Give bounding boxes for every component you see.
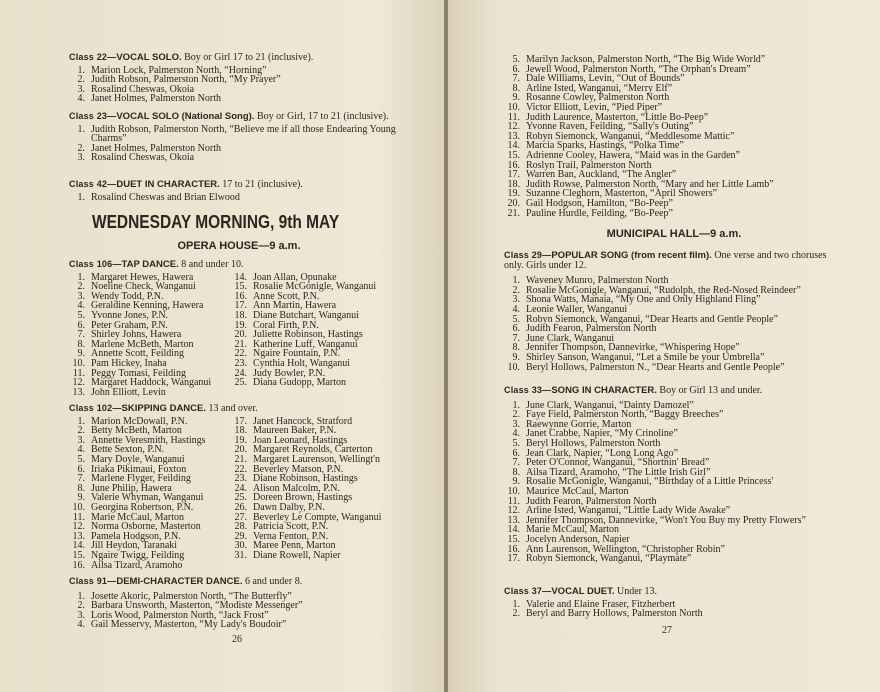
entry-text: Georgina Robertson, P.N. xyxy=(91,501,194,513)
entry-text: Diane Butchart, Wanganui xyxy=(253,309,359,321)
entry-list xyxy=(69,193,409,203)
entry-number: 24. xyxy=(234,482,247,494)
entry-number: 4. xyxy=(77,619,85,631)
entry-text: Jewell Wood, Palmerston North, “The Orphan's Dream” xyxy=(526,63,751,75)
entry-number: 1. xyxy=(77,590,85,602)
entry-number: 14. xyxy=(72,540,85,552)
entry-number: 3. xyxy=(77,83,85,95)
class-22-block xyxy=(69,53,409,104)
entry-text: Jennifer Thompson, Dannevirke, “Won't You Buy my Pretty Flowers” xyxy=(526,514,806,526)
entry-text: Raewynne Gorrie, Marton xyxy=(526,418,632,430)
entry-text: Maurice McCaul, Marton xyxy=(526,485,629,497)
entry-text: Rosalie McGonigle, Wanganui xyxy=(253,281,377,293)
page-number: 26 xyxy=(232,634,242,645)
class-header: Class 22—VOCAL SOLO. Boy or Girl 17 to 21 (inclusive). xyxy=(69,52,314,63)
entry-text: Cynthia Holt, Wanganui xyxy=(253,357,351,369)
entry-number: 9. xyxy=(77,348,85,360)
entry-text: Shirley Johns, Hawera xyxy=(91,329,182,341)
entry-text: Judith Robson, Palmerston North, “Believe me if all those Endearing Young Charms” xyxy=(91,123,396,145)
entry-number: 4. xyxy=(77,444,85,456)
entry-text: Dale Williams, Levin, “Out of Bounds” xyxy=(526,73,685,85)
class-header: Class 91—DEMI-CHARACTER DANCE. 6 and under 8. xyxy=(69,576,303,587)
entry-text: Victor Elliott, Levin, “Pied Piper” xyxy=(526,101,663,113)
entry-number: 17. xyxy=(507,169,520,181)
entry-number: 2. xyxy=(77,281,85,293)
entry-number: 22. xyxy=(234,348,247,360)
entry-text: Maureen Baker, P.N. xyxy=(253,425,337,437)
entry-number: 5. xyxy=(512,437,520,449)
entry-number: 7. xyxy=(77,473,85,485)
entry-text: Annette Veresmith, Hastings xyxy=(91,434,206,446)
entry-text: Shirley Sanson, Wanganui, “Let a Smile be your Umbrella” xyxy=(526,351,765,363)
entry-list xyxy=(69,125,399,163)
entry-number: 20. xyxy=(234,444,247,456)
entry-text: Josette Akoric, Palmerston North, “The Butterfly” xyxy=(91,590,292,602)
entry-number: 2. xyxy=(77,425,85,437)
entry-number: 8. xyxy=(77,482,85,494)
list-item xyxy=(504,209,844,219)
entry-number: 25. xyxy=(234,492,247,504)
entry-number: 7. xyxy=(512,332,520,344)
entry-text: Joan Leonard, Hastings xyxy=(253,434,348,446)
list-item xyxy=(69,193,409,203)
entry-number: 2. xyxy=(77,142,85,154)
entry-text: Verna Fenton, P.N. xyxy=(253,530,329,542)
entry-number: 14. xyxy=(234,271,247,283)
entry-number: 14. xyxy=(507,524,520,536)
entry-text: Coral Firth, P.N. xyxy=(253,319,319,331)
entry-text: Margaret Haddock, Wanganui xyxy=(91,377,212,389)
entry-text: Geraldine Kenning, Hawera xyxy=(91,300,204,312)
entry-number: 10. xyxy=(507,101,520,113)
entry-text: Diana Gudopp, Marton xyxy=(253,377,347,389)
entry-text: Ailsa Tizard, Aramoho xyxy=(91,559,183,571)
entry-number: 12. xyxy=(507,505,520,517)
list-item xyxy=(504,609,844,619)
entry-text: Robyn Siemonck, Wanganui, “Playmate” xyxy=(526,553,692,565)
entry-number: 1. xyxy=(77,123,85,135)
entry-text: Rosalie McGonigle, Wanganui, “Birthday of a Little Princess' xyxy=(526,476,774,488)
entry-number: 5. xyxy=(77,309,85,321)
right-page xyxy=(448,0,880,692)
entry-text: Marcia Sparks, Hastings, “Polka Time” xyxy=(526,140,684,152)
entry-list xyxy=(504,600,844,619)
entry-number: 18. xyxy=(234,309,247,321)
entry-list xyxy=(504,401,840,564)
entry-number: 29. xyxy=(234,530,247,542)
venue-heading: MUNICIPAL HALL—9 a.m. xyxy=(606,228,742,240)
entry-text: Joan Allan, Opunake xyxy=(253,271,337,283)
entry-text: Judith Rowse, Palmerston North, “Mary and her Little Lamb” xyxy=(526,178,774,190)
entry-text: June Philip, Hawera xyxy=(91,482,172,494)
entry-text: Waveney Munro, Palmerston North xyxy=(526,275,669,287)
entry-text: Ngaire Fountain, P.N. xyxy=(253,348,340,360)
class-header: Class 37—VOCAL DUET. Under 13. xyxy=(504,586,658,597)
list-item xyxy=(69,561,239,571)
two-column-list xyxy=(69,273,409,403)
entry-number: 11. xyxy=(507,495,520,507)
entry-number: 6. xyxy=(77,319,85,331)
entry-text: Janet Holmes, Palmerston North xyxy=(91,93,221,105)
entry-text: Doreen Brown, Hastings xyxy=(253,492,353,504)
class-37-block xyxy=(504,587,844,619)
entry-text: Robyn Siemonck, Wanganui, “Meddlesome Mattic” xyxy=(526,130,735,142)
entry-number: 28. xyxy=(234,521,247,533)
entry-text: Marie McCaul, Marton xyxy=(526,524,620,536)
entry-text: Rosalie McGonigle, Wanganui, “Rudolph, the Red-Nosed Reindeer” xyxy=(526,284,801,296)
list-item xyxy=(231,551,416,561)
entry-number: 8. xyxy=(77,338,85,350)
entry-text: Rosalind Cheswas, Okoia xyxy=(91,152,195,164)
class-header: Class 102—SKIPPING DANCE. 13 and over. xyxy=(69,403,258,414)
entry-text: Margaret Hewes, Hawera xyxy=(91,271,194,283)
class-header: Class 42—DUET IN CHARACTER. 17 to 21 (inclusive). xyxy=(69,179,303,190)
entry-text: Ann Martin, Hawera xyxy=(253,300,337,312)
entry-number: 24. xyxy=(234,367,247,379)
entry-text: Janet Hancock, Stratford xyxy=(253,415,353,427)
entry-number: 20. xyxy=(507,197,520,209)
entry-text: Jill Heydon, Taranaki xyxy=(91,540,178,552)
entry-number: 12. xyxy=(507,121,520,133)
entry-text: Judith Fearon, Palmerston North xyxy=(526,495,657,507)
entry-text: Loris Wood, Palmerston North, “Jack Frost” xyxy=(91,609,269,621)
entry-number: 6. xyxy=(77,463,85,475)
entry-text: Beryl Hollows, Palmerston North xyxy=(526,437,661,449)
class-header: Class 23—VOCAL SOLO (National Song). Boy or Girl, 17 to 21 (inclusive). xyxy=(69,111,389,122)
entry-number: 19. xyxy=(234,319,247,331)
entry-number: 6. xyxy=(512,63,520,75)
entry-text: Marilyn Jackson, Palmerston North, “The Big Wide World” xyxy=(526,54,766,65)
entry-number: 8. xyxy=(512,82,520,94)
entry-number: 15. xyxy=(507,149,520,161)
entry-text: Diane Robinson, Hastings xyxy=(253,473,358,485)
class-102-block xyxy=(69,404,409,573)
entry-text: Noeline Check, Wanganui xyxy=(91,281,196,293)
entry-text: Marlene Flyger, Feilding xyxy=(91,473,191,485)
entry-text: Alison Malcolm, P.N. xyxy=(253,482,340,494)
entry-text: Beverley Matson, P.N. xyxy=(253,463,344,475)
entry-number: 3. xyxy=(77,152,85,164)
day-heading: WEDNESDAY MORNING, 9th MAY xyxy=(92,212,340,232)
entry-number: 16. xyxy=(507,543,520,555)
entry-number: 1. xyxy=(512,598,520,610)
entry-text: Judith Fearon, Palmerston North xyxy=(526,323,657,335)
entry-number: 1. xyxy=(77,415,85,427)
entry-number: 2. xyxy=(512,608,520,620)
entry-list xyxy=(69,66,409,104)
entry-text: Barbara Unsworth, Masterton, “Modiste Messenger” xyxy=(91,600,303,612)
entry-number: 7. xyxy=(512,457,520,469)
entry-text: Maree Penn, Marton xyxy=(253,540,336,552)
entry-number: 2. xyxy=(77,600,85,612)
class-header: Class 106—TAP DANCE. 8 and under 10. xyxy=(69,259,244,270)
entry-text: Marlene McBeth, Marton xyxy=(91,338,194,350)
entry-number: 13. xyxy=(72,530,85,542)
entry-number: 9. xyxy=(77,492,85,504)
entry-number: 30. xyxy=(234,540,247,552)
class-33-block xyxy=(504,386,844,564)
entry-list xyxy=(504,276,844,372)
list-item xyxy=(69,125,399,144)
entry-text: Dawn Dalby, P.N. xyxy=(253,501,325,513)
entry-number: 4. xyxy=(512,428,520,440)
entry-number: 22. xyxy=(234,463,247,475)
entry-text: Annette Scott, Feilding xyxy=(91,348,185,360)
entry-number: 10. xyxy=(507,361,520,373)
entry-number: 2. xyxy=(77,74,85,86)
entry-text: Beryl Hollows, Palmerston N., “Dear Hearts and Gentle People” xyxy=(526,361,785,373)
entry-number: 11. xyxy=(72,511,85,523)
entry-text: Diane Rowell, Napier xyxy=(253,549,341,561)
entry-number: 4. xyxy=(77,300,85,312)
entry-number: 21. xyxy=(234,453,247,465)
entry-text: Janet Holmes, Palmerston North xyxy=(91,142,221,154)
entry-text: Beverley Le Compte, Wanganui xyxy=(253,511,382,523)
entry-list xyxy=(504,55,844,218)
class-42-block xyxy=(69,180,409,202)
entry-text: Faye Field, Palmerston North, “Baggy Breeches” xyxy=(526,409,724,421)
entry-number: 6. xyxy=(512,323,520,335)
entry-number: 18. xyxy=(234,425,247,437)
class-91-block xyxy=(69,577,409,630)
entry-text: Shona Watts, Manaia, “My One and Only Highland Fling” xyxy=(526,294,761,306)
entry-text: John Elliott, Levin xyxy=(91,386,166,398)
entry-text: Ann Laurenson, Wellington, “Christopher Robin” xyxy=(526,543,725,555)
entry-list-col1 xyxy=(69,273,239,398)
entry-number: 15. xyxy=(234,281,247,293)
entry-text: Gail Hodgson, Hamilton, “Bo-Peep” xyxy=(526,197,673,209)
entry-text: Jean Clark, Napier, “Long Long Ago” xyxy=(526,447,679,459)
entry-number: 9. xyxy=(512,92,520,104)
entry-number: 16. xyxy=(72,559,85,571)
entry-text: Yvonne Jones, P.N. xyxy=(91,309,169,321)
entry-text: Janet Crabbe, Napier, “My Crinoline” xyxy=(526,428,678,440)
list-item xyxy=(504,363,844,373)
entry-number: 25. xyxy=(234,377,247,389)
entry-number: 2. xyxy=(512,284,520,296)
entry-number: 15. xyxy=(507,533,520,545)
entry-list-col2 xyxy=(231,273,411,388)
entry-text: Pauline Hurdle, Feilding, “Bo-Peep” xyxy=(526,207,673,219)
entry-number: 23. xyxy=(234,473,247,485)
entry-number: 5. xyxy=(512,313,520,325)
entry-number: 2. xyxy=(512,409,520,421)
entry-text: Rosalind Cheswas and Brian Elwood xyxy=(91,191,240,203)
entry-number: 9. xyxy=(512,476,520,488)
entry-text: Pamela Hodgson, P.N. xyxy=(91,530,181,542)
entry-number: 1. xyxy=(512,275,520,287)
entry-number: 17. xyxy=(507,553,520,565)
entry-number: 18. xyxy=(507,178,520,190)
entry-number: 17. xyxy=(234,415,247,427)
entry-text: Gail Messervy, Masterton, “My Lady's Boudoir” xyxy=(91,619,287,631)
class-header: Class 33—SONG IN CHARACTER. Boy or Girl 13 and under. xyxy=(504,385,763,396)
entry-number: 11. xyxy=(72,367,85,379)
entry-number: 9. xyxy=(512,351,520,363)
entry-text: Bette Sexton, P.N. xyxy=(91,444,165,456)
entry-number: 15. xyxy=(72,549,85,561)
list-item xyxy=(69,94,409,104)
venue-heading: OPERA HOUSE—9 a.m. xyxy=(177,240,301,252)
entry-text: Leonie Waller, Wanganui xyxy=(526,303,628,315)
entry-text: Arline Isted, Wanganui, “Merry Elf” xyxy=(526,82,673,94)
entry-number: 3. xyxy=(512,294,520,306)
entry-text: Iriaka Pikimaui, Foxton xyxy=(91,463,187,475)
entry-text: Peggy Tomasi, Feilding xyxy=(91,367,186,379)
entry-number: 7. xyxy=(512,73,520,85)
entry-number: 4. xyxy=(77,93,85,105)
page-number: 27 xyxy=(662,625,672,636)
entry-text: Patricia Scott, P.N. xyxy=(253,521,329,533)
entry-number: 7. xyxy=(77,329,85,341)
entry-number: 19. xyxy=(507,188,520,200)
entry-number: 13. xyxy=(507,130,520,142)
entry-number: 17. xyxy=(234,300,247,312)
entry-text: Judy Bowler, P.N. xyxy=(253,367,326,379)
entry-number: 3. xyxy=(77,290,85,302)
list-item xyxy=(69,153,399,163)
entry-text: Wendy Todd, P.N. xyxy=(91,290,164,302)
entry-number: 21. xyxy=(234,338,247,350)
entry-text: June Clark, Wanganui xyxy=(526,332,615,344)
entry-number: 13. xyxy=(72,386,85,398)
entry-text: Norma Osborne, Masterton xyxy=(91,521,201,533)
entry-number: 5. xyxy=(512,54,520,65)
entry-text: Valerie Whyman, Wanganui xyxy=(91,492,204,504)
entry-text: Rosalind Cheswas, Okoia xyxy=(91,83,195,95)
class-106-block xyxy=(69,260,409,403)
entry-text: Roslyn Trail, Palmerston North xyxy=(526,159,652,171)
entry-text: Warren Ban, Auckland, “The Angler” xyxy=(526,169,677,181)
list-item xyxy=(69,388,239,398)
entry-number: 1. xyxy=(512,399,520,411)
entry-text: Robyn Siemonck, Wanganui, “Dear Hearts and Gentle People” xyxy=(526,313,778,325)
entry-number: 10. xyxy=(72,357,85,369)
entry-list-col1 xyxy=(69,417,239,571)
class-23-block xyxy=(69,112,409,163)
class-29-block xyxy=(504,251,844,372)
entry-number: 12. xyxy=(72,521,85,533)
entry-text: Peter Graham, P.N. xyxy=(91,319,168,331)
continued-entries-block xyxy=(504,55,844,218)
entry-text: Arline Isted, Wanganui, “Little Lady Wide Awake” xyxy=(526,505,731,517)
entry-text: Ailsa Tizard, Aramoho, “The Little Irish Girl” xyxy=(526,466,711,478)
entry-number: 8. xyxy=(512,466,520,478)
entry-number: 21. xyxy=(507,207,520,219)
class-header: Class 29—POPULAR SONG (from recent film). One verse and two choruses only. Girls under 12. xyxy=(504,250,827,271)
entry-number: 12. xyxy=(72,377,85,389)
entry-text: Marion Lock, Palmerston North, “Horning” xyxy=(91,64,267,76)
entry-number: 10. xyxy=(507,485,520,497)
list-item xyxy=(69,620,409,630)
entry-number: 27. xyxy=(234,511,247,523)
entry-text: Suzanne Cleghorn, Masterton, “April Showers” xyxy=(526,188,718,200)
entry-number: 31. xyxy=(234,549,247,561)
entry-number: 5. xyxy=(77,453,85,465)
entry-text: Beryl and Barry Hollows, Palmerston North xyxy=(526,608,703,620)
entry-text: Judith Robson, Palmerston North, “My Prayer” xyxy=(91,74,281,86)
entry-list-col2 xyxy=(231,417,416,561)
entry-text: Juliette Robinson, Hastings xyxy=(253,329,363,341)
entry-number: 10. xyxy=(72,501,85,513)
entry-number: 19. xyxy=(234,434,247,446)
entry-text: Rosanne Cowley, Palmerston North xyxy=(526,92,670,104)
entry-text: Yvonne Raven, Feilding, “Sally's Outing” xyxy=(526,121,694,133)
entry-text: Peter O'Connor, Wanganui, “Shortnin' Bread” xyxy=(526,457,710,469)
entry-number: 14. xyxy=(507,140,520,152)
entry-number: 23. xyxy=(234,357,247,369)
entry-text: Pam Hickey, Inaha xyxy=(91,357,167,369)
entry-text: Mary Doyle, Wanganui xyxy=(91,453,185,465)
entry-number: 8. xyxy=(512,342,520,354)
entry-text: Margaret Laurenson, Wellingt'n xyxy=(253,453,380,465)
entry-text: Margaret Reynolds, Carterton xyxy=(253,444,373,456)
entry-number: 16. xyxy=(507,159,520,171)
entry-text: Betty McBeth, Marton xyxy=(91,425,182,437)
entry-text: Marion McDowall, P.N. xyxy=(91,415,188,427)
entry-number: 3. xyxy=(512,418,520,430)
entry-text: June Clark, Wanganui, “Dainty Damozel” xyxy=(526,399,694,411)
entry-text: Ngaire Twigg, Feilding xyxy=(91,549,185,561)
entry-number: 1. xyxy=(77,64,85,76)
list-item xyxy=(504,554,840,564)
entry-number: 1. xyxy=(77,191,85,203)
entry-number: 13. xyxy=(507,514,520,526)
two-column-list xyxy=(69,417,409,573)
entry-text: Jennifer Thompson, Dannevirke, “Whispering Hope” xyxy=(526,342,740,354)
list-item xyxy=(231,378,411,388)
entry-number: 26. xyxy=(234,501,247,513)
entry-text: Judith Laurence, Masterton, “Little Bo-Peep” xyxy=(526,111,709,123)
entry-number: 3. xyxy=(77,609,85,621)
entry-number: 11. xyxy=(507,111,520,123)
entry-text: Anne Scott, P.N. xyxy=(253,290,320,302)
entry-text: Adrienne Cooley, Hawera, “Maid was in the Garden” xyxy=(526,149,740,161)
entry-text: Valerie and Elaine Fraser, Fitzherbert xyxy=(526,598,676,610)
entry-text: Jocelyn Anderson, Napier xyxy=(526,533,630,545)
entry-number: 16. xyxy=(234,290,247,302)
entry-number: 6. xyxy=(512,447,520,459)
entry-list xyxy=(69,592,409,630)
entry-text: Marie McCaul, Marton xyxy=(91,511,185,523)
entry-text: Katherine Luff, Wanganui xyxy=(253,338,358,350)
entry-number: 1. xyxy=(77,271,85,283)
entry-number: 20. xyxy=(234,329,247,341)
entry-number: 3. xyxy=(77,434,85,446)
entry-number: 4. xyxy=(512,303,520,315)
